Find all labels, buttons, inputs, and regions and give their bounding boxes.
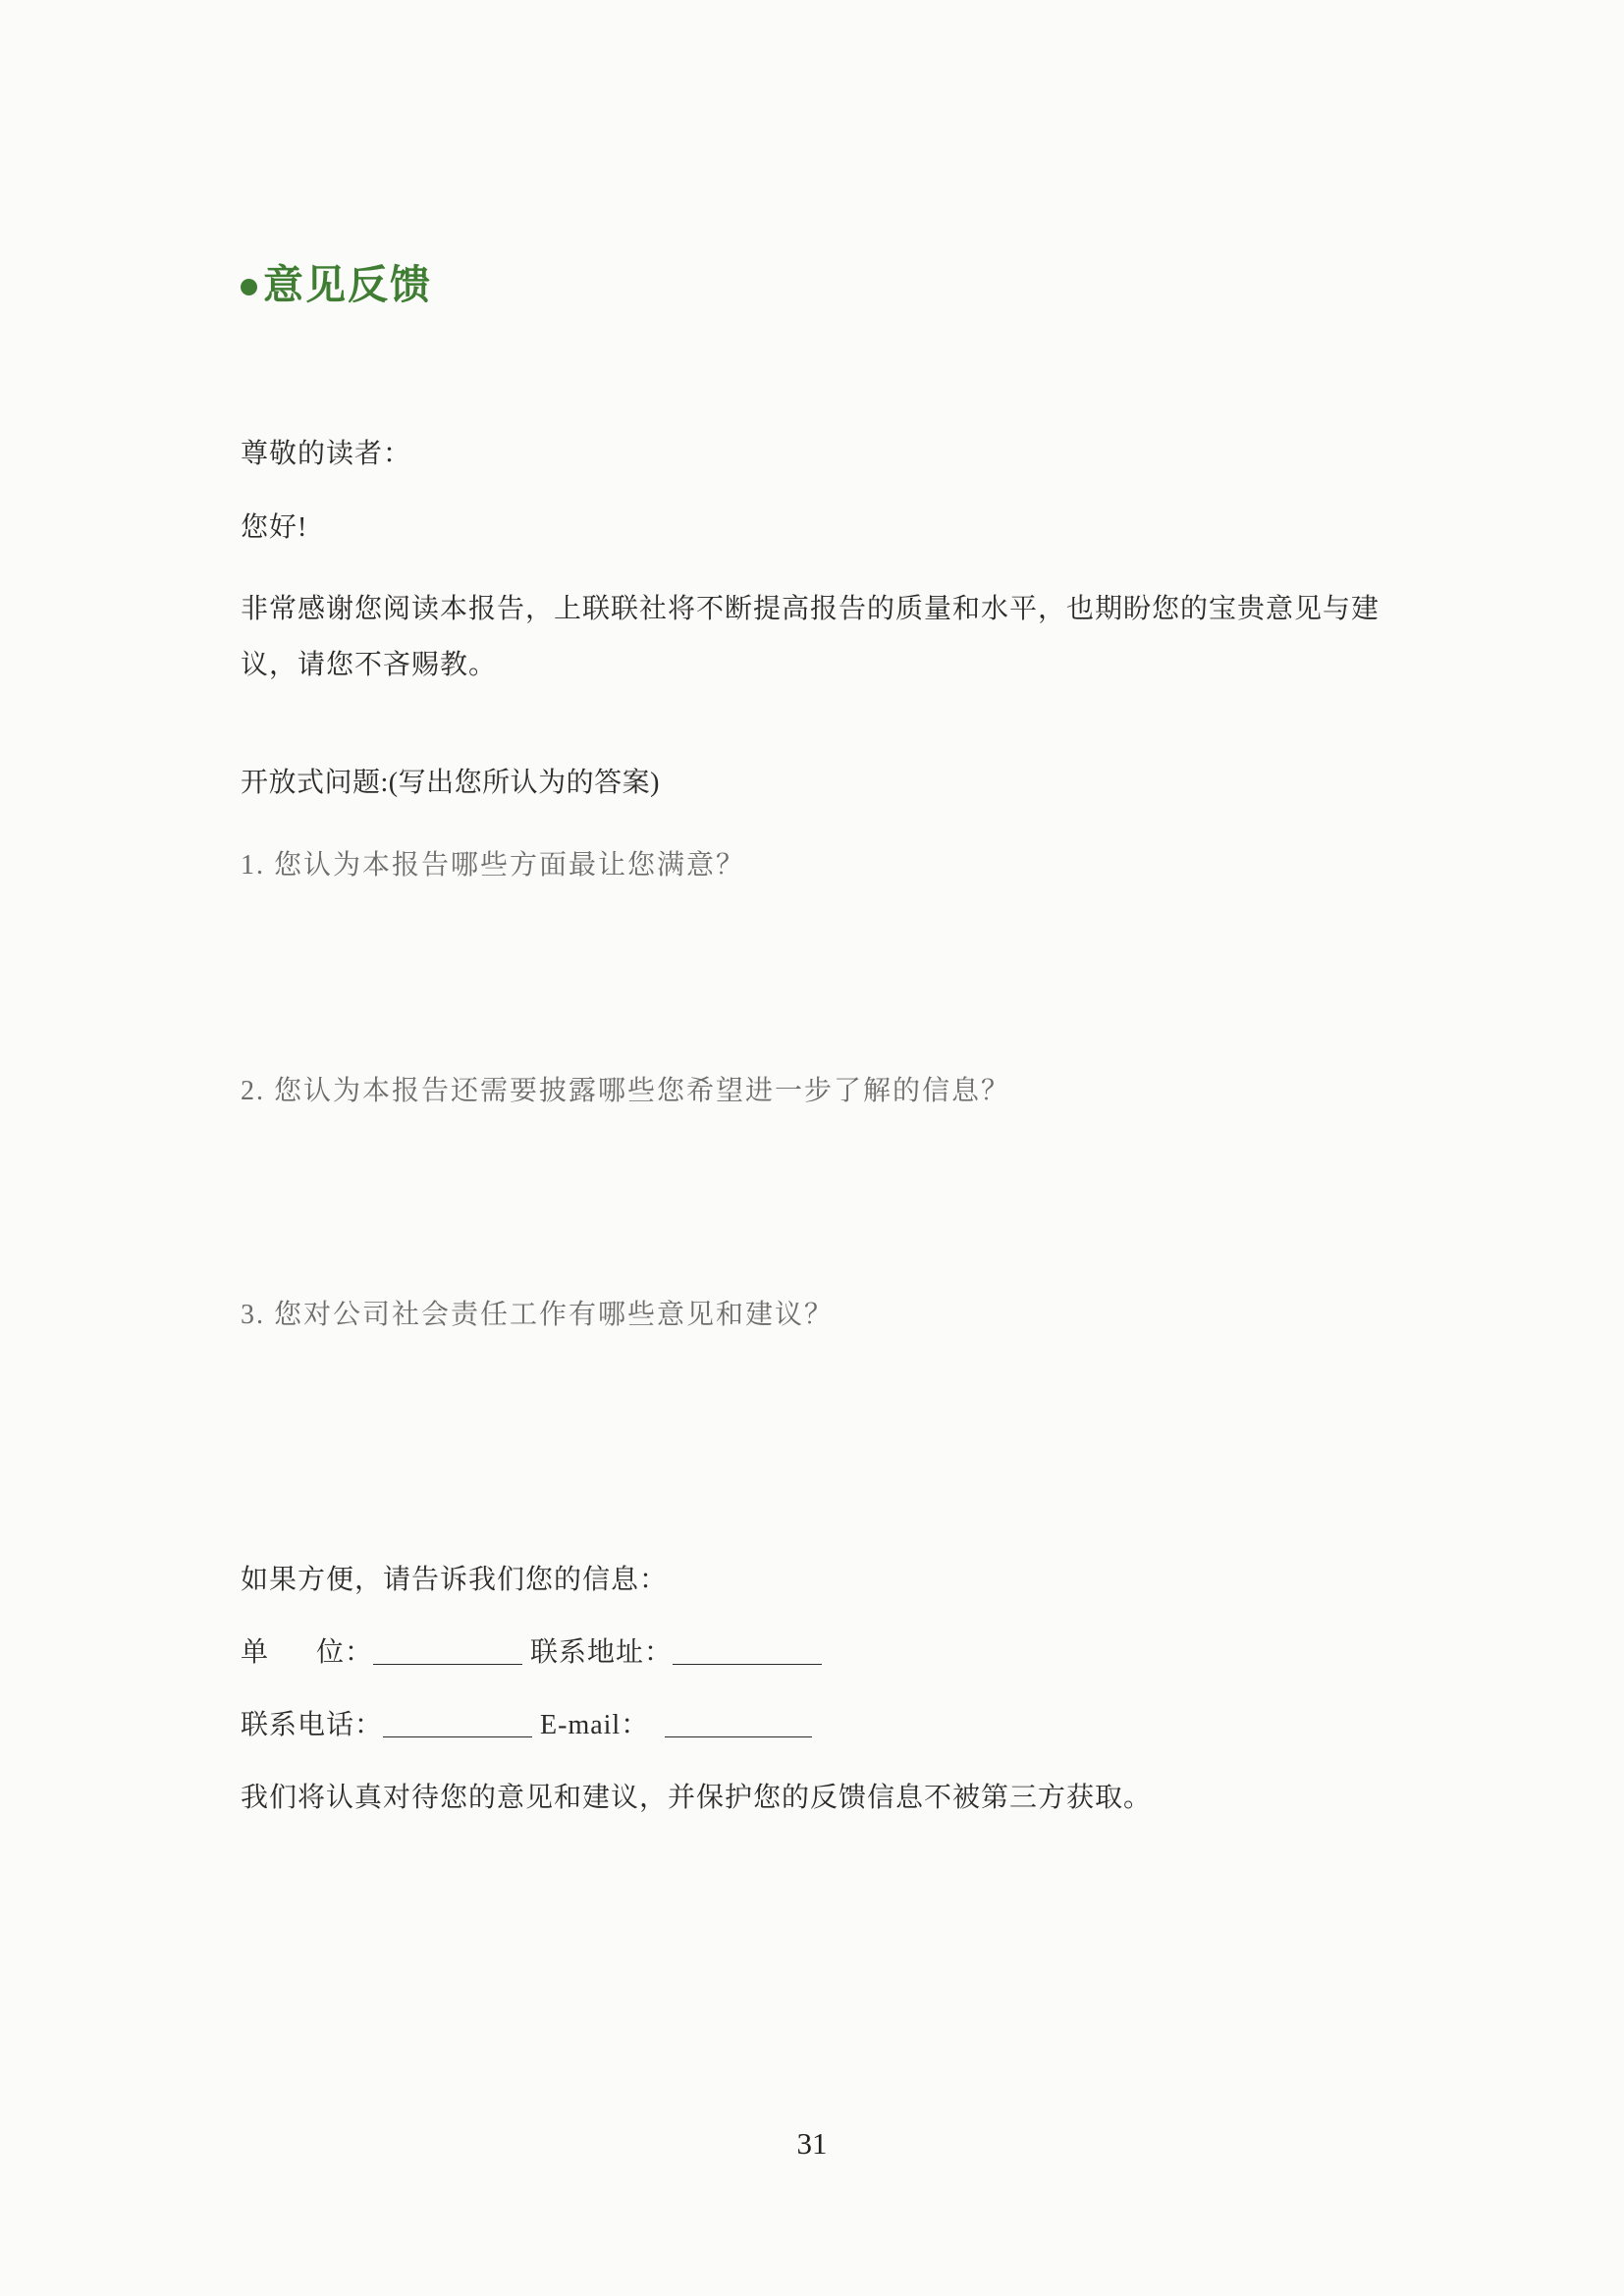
field-row-unit-address bbox=[241, 1630, 1399, 1670]
page-number: 31 bbox=[796, 2126, 828, 2161]
section-title: 意见反馈 bbox=[263, 262, 432, 307]
intro-paragraph: 非常感谢您阅读本报告，上联联社将不断提高报告的质量和水平，也期盼您的宝贵意见与建议，请您不吝赐教。 bbox=[241, 593, 1380, 681]
email-input[interactable] bbox=[665, 1711, 812, 1737]
phone-input[interactable] bbox=[383, 1711, 532, 1737]
question-item-2: 2. 您认为本报告还需要披露哪些您希望进一步了解的信息？ bbox=[241, 1075, 1011, 1106]
greeting-text: 您好! bbox=[241, 512, 308, 544]
unit-input[interactable] bbox=[373, 1638, 522, 1665]
unit-label: 单 位： bbox=[241, 1636, 374, 1668]
open-questions-header: 开放式问题:(写出您所认为的答案) bbox=[241, 767, 660, 798]
salutation-text: 尊敬的读者： bbox=[241, 439, 412, 470]
section-heading bbox=[241, 263, 1399, 307]
page-content bbox=[241, 0, 1399, 1815]
bullet-dot-icon bbox=[241, 279, 257, 295]
email-label: E-mail： bbox=[540, 1709, 650, 1740]
question-item-1: 1. 您认为本报告哪些方面最让您满意？ bbox=[241, 849, 746, 881]
address-input[interactable] bbox=[673, 1638, 822, 1665]
closing-note: 我们将认真对待您的意见和建议，并保护您的反馈信息不被第三方获取。 bbox=[241, 1782, 1153, 1813]
address-label: 联系地址： bbox=[530, 1636, 674, 1668]
field-row-phone-email bbox=[241, 1703, 1399, 1742]
phone-label: 联系电话： bbox=[241, 1709, 384, 1740]
question-item-3: 3. 您对公司社会责任工作有哪些意见和建议？ bbox=[241, 1299, 835, 1330]
contact-info-header: 如果方便，请告诉我们您的信息： bbox=[241, 1564, 669, 1595]
